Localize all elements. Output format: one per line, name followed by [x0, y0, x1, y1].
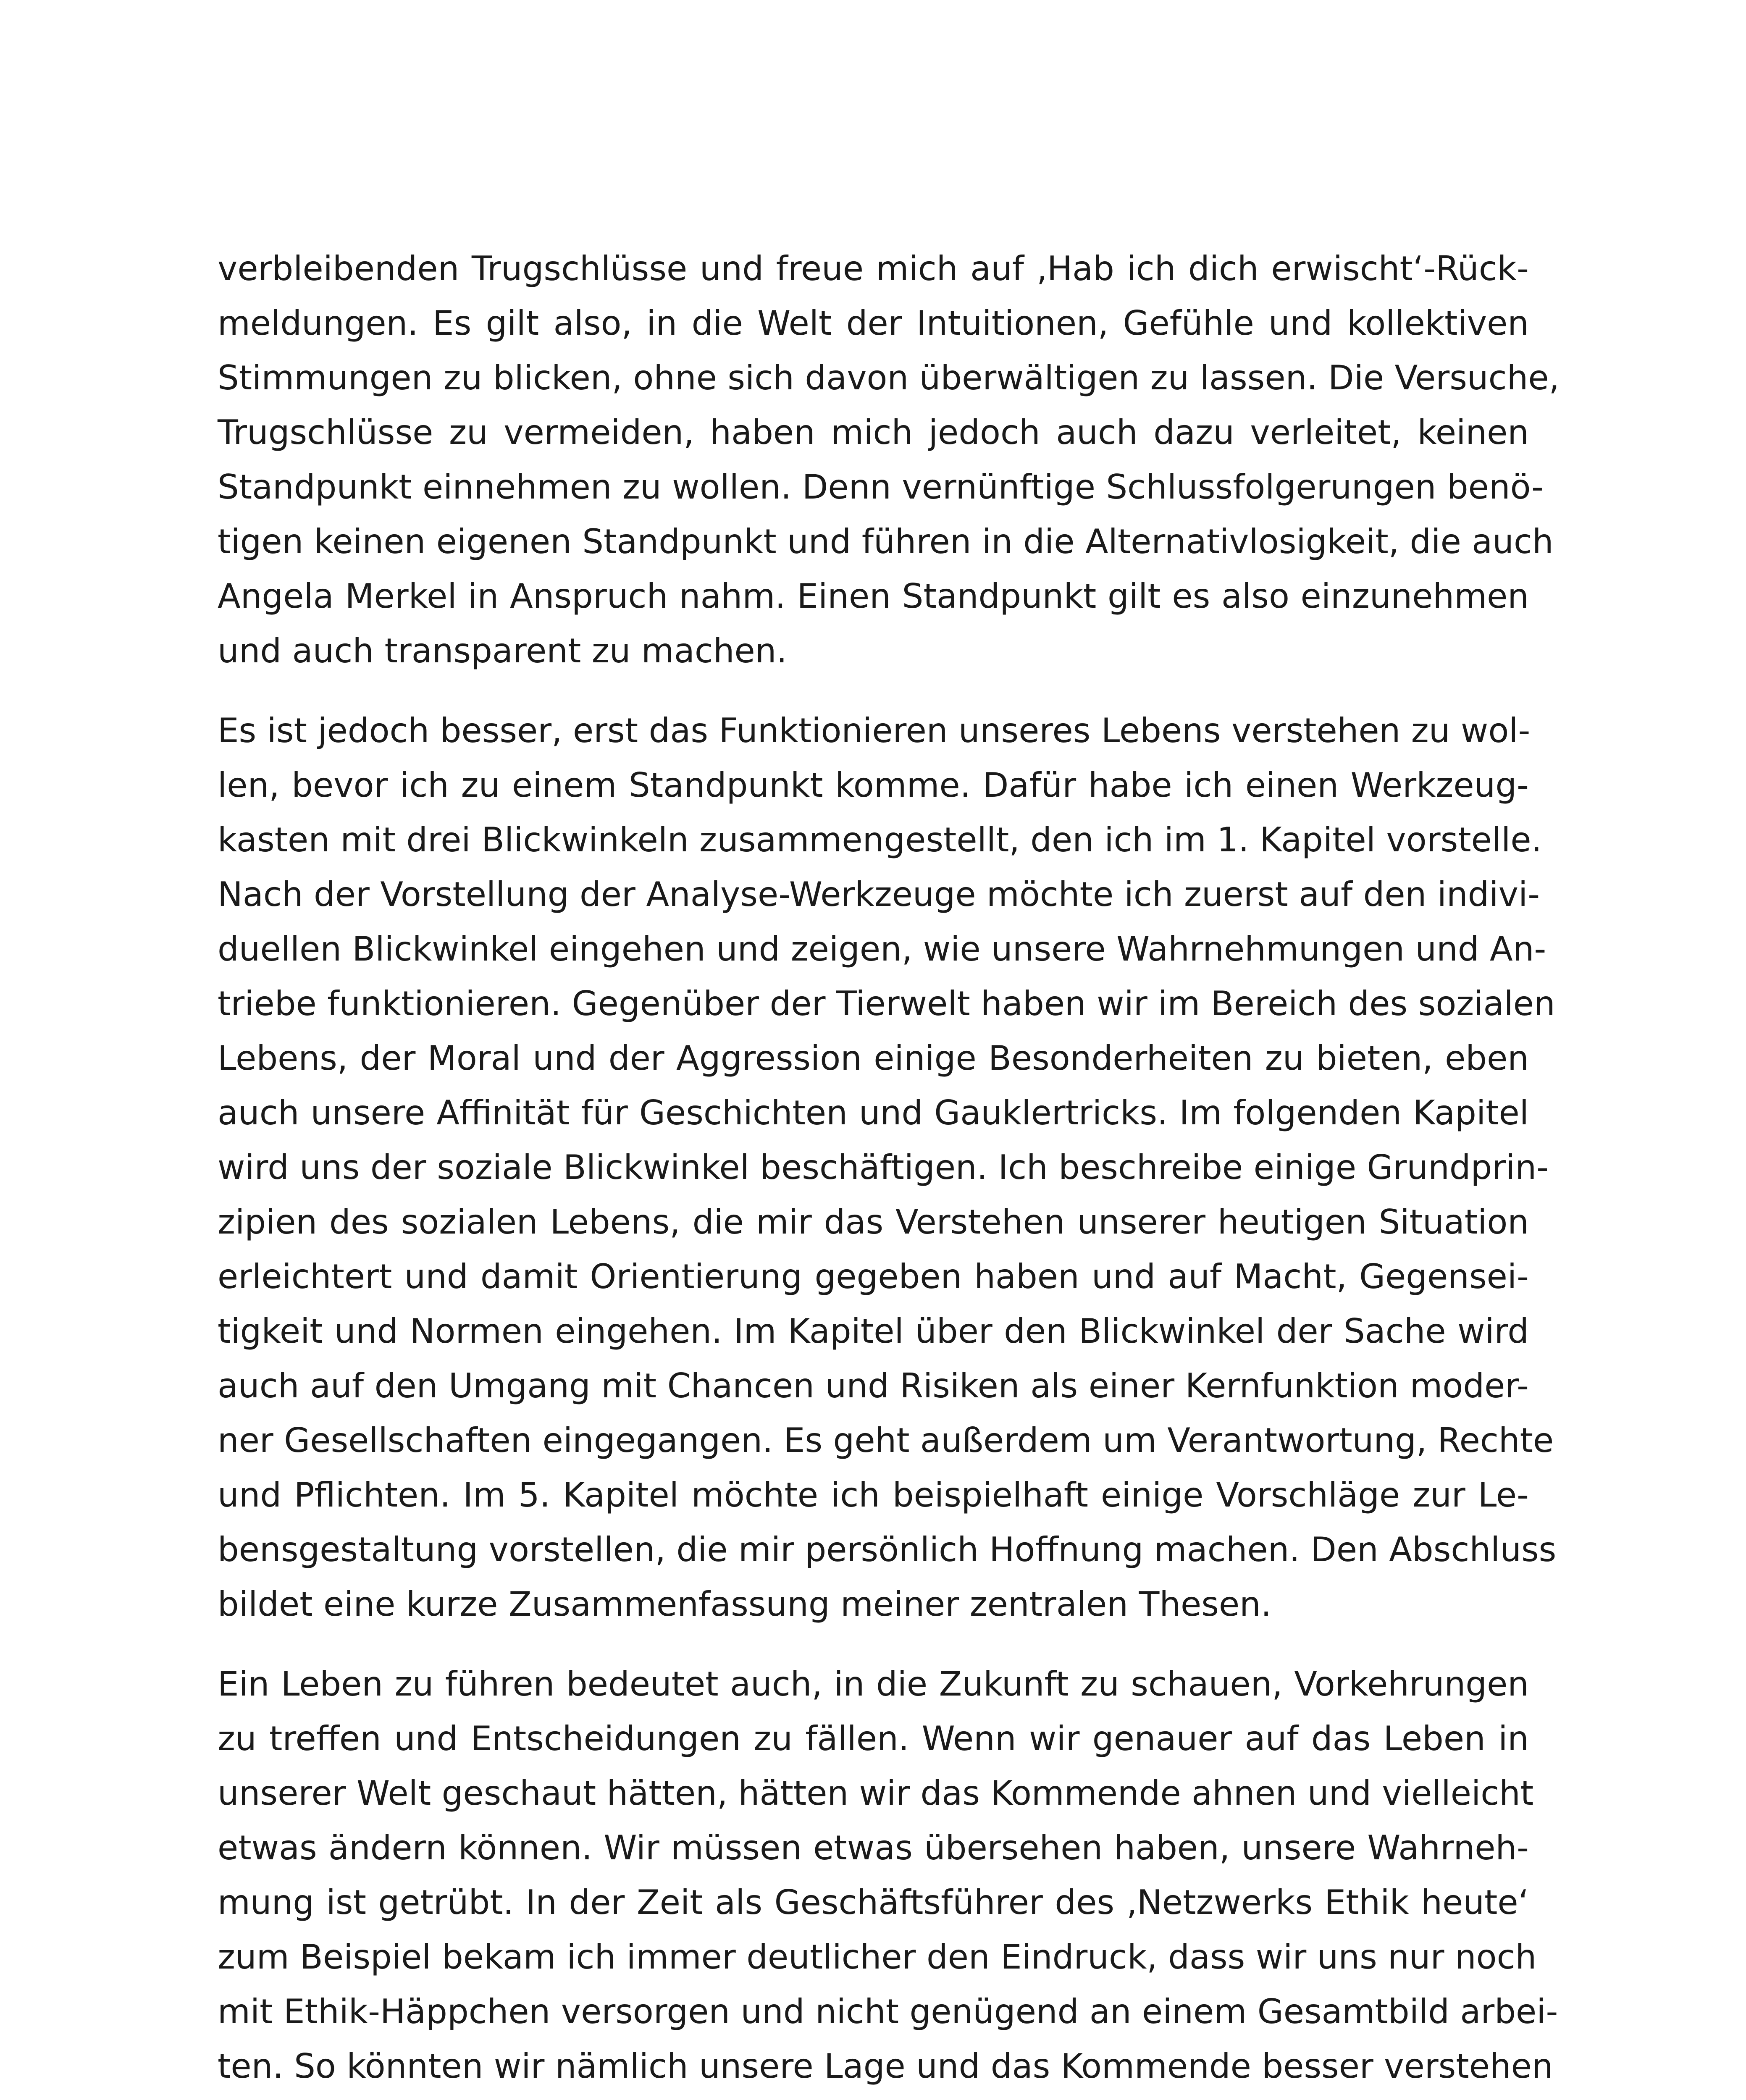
body-text — [218, 242, 1560, 2100]
text-line: kasten mit drei Blickwinkeln zusammengestellt, den ich im 1. Kapitel vorstelle. — [218, 820, 1542, 859]
text-line: zu treffen und Entscheidungen zu fällen. Wenn wir genauer auf das Leben in — [218, 1719, 1529, 1758]
text-line: Es ist jedoch besser, erst das Funktionieren unseres Lebens verstehen zu wol- — [218, 711, 1531, 750]
text-line: unserer Welt geschaut hätten, hätten wir das Kommende ahnen und vielleicht — [218, 1774, 1534, 1813]
text-line: Stimmungen zu blicken, ohne sich davon überwältigen zu lassen. Die Versuche, — [218, 358, 1560, 397]
text-line: duellen Blickwinkel eingehen und zeigen, wie unsere Wahrnehmungen und An- — [218, 929, 1546, 969]
paragraph-1 — [218, 242, 1560, 678]
text-line: und auch transparent zu machen. — [218, 631, 787, 670]
text-line: bensgestaltung vorstellen, die mir persönlich Hoffnung machen. Den Abschluss — [218, 1530, 1557, 1569]
text-line: mit Ethik-Häppchen versorgen und nicht genügend an einem Gesamtbild arbei- — [218, 1992, 1558, 2031]
text-line: erleichtert und damit Orientierung gegeben haben und auf Macht, Gegensei- — [218, 1257, 1529, 1296]
text-line: verbleibenden Trugschlüsse und freue mich auf ‚Hab ich dich erwischt‘-Rück- — [218, 249, 1529, 288]
text-line: zipien des sozialen Lebens, die mir das Verstehen unserer heutigen Situation — [218, 1202, 1529, 1242]
text-line: mung ist getrübt. In der Zeit als Geschäftsführer des ‚Netzwerks Ethik heute‘ — [218, 1883, 1529, 1922]
text-line: Trugschlüsse zu vermeiden, haben mich jedoch auch dazu verleitet, keinen — [218, 413, 1529, 452]
text-line: zum Beispiel bekam ich immer deutlicher den Eindruck, dass wir uns nur noch — [218, 1937, 1537, 1977]
text-line: Ein Leben zu führen bedeutet auch, in die Zukunft zu schauen, Vorkehrungen — [218, 1664, 1529, 1704]
text-line: etwas ändern können. Wir müssen etwas übersehen haben, unsere Wahrneh- — [218, 1828, 1529, 1867]
text-line: Nach der Vorstellung der Analyse-Werkzeuge möchte ich zuerst auf den indivi- — [218, 875, 1540, 914]
paragraph-3 — [218, 1657, 1558, 2100]
text-line: Standpunkt einnehmen zu wollen. Denn vernünftige Schlussfolgerungen benö- — [218, 467, 1544, 507]
text-line: ten. So könnten wir nämlich unsere Lage und das Kommende besser verstehen — [218, 2047, 1553, 2086]
text-line: auch auf den Umgang mit Chancen und Risiken als einer Kernfunktion moder- — [218, 1366, 1529, 1405]
paragraph-2 — [218, 704, 1557, 1632]
text-line — [218, 2094, 1529, 2100]
text-line: ner Gesellschaften eingegangen. Es geht außerdem um Verantwortung, Rechte — [218, 1421, 1554, 1460]
text-line: tigen keinen eigenen Standpunkt und führen in die Alternativlosigkeit, die auch — [218, 522, 1554, 561]
text-line: Lebens, der Moral und der Aggression einige Besonderheiten zu bieten, eben — [218, 1039, 1529, 1078]
text-line: bildet eine kurze Zusammenfassung meiner zentralen Thesen. — [218, 1585, 1272, 1624]
text-line: wird uns der soziale Blickwinkel beschäftigen. Ich beschreibe einige Grundprin- — [218, 1148, 1549, 1187]
text-line: und Pflichten. Im 5. Kapitel möchte ich beispielhaft einige Vorschläge zur Le- — [218, 1475, 1529, 1515]
text-line: meldungen. Es gilt also, in die Welt der Intuitionen, Gefühle und kollektiven — [218, 304, 1529, 343]
text-line: auch unsere Affinität für Geschichten und Gauklertricks. Im folgenden Kapitel — [218, 1093, 1529, 1132]
text-line: Angela Merkel in Anspruch nahm. Einen Standpunkt gilt es also einzunehmen — [218, 577, 1529, 616]
text-line: tigkeit und Normen eingehen. Im Kapitel über den Blickwinkel der Sache wird — [218, 1312, 1529, 1351]
text-line: triebe funktionieren. Gegenüber der Tierwelt haben wir im Bereich des sozialen — [218, 984, 1555, 1023]
text-line: len, bevor ich zu einem Standpunkt komme. Dafür habe ich einen Werkzeug- — [218, 766, 1529, 805]
